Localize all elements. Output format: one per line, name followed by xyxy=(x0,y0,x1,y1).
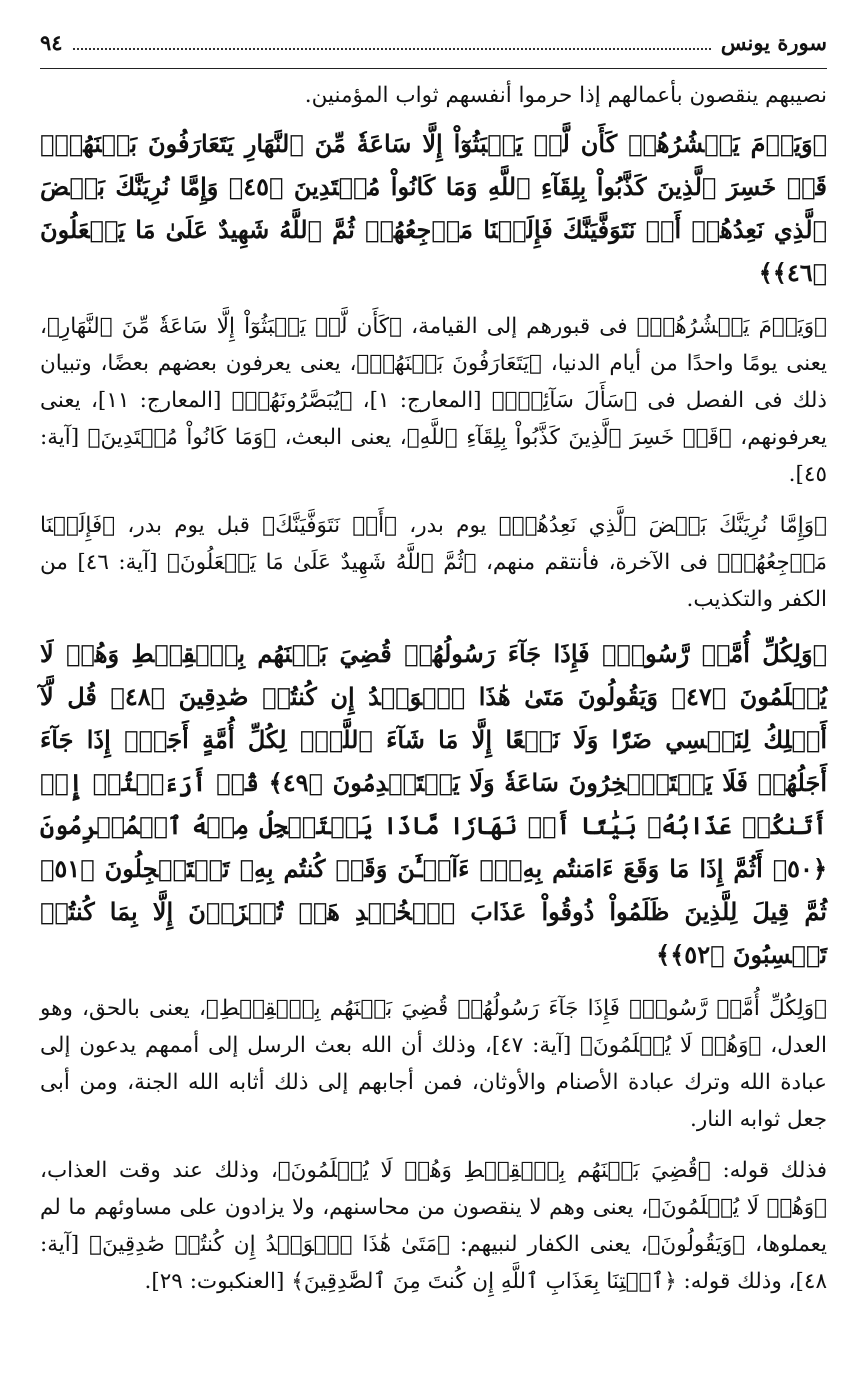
commentary-paragraph-46: ﴿وَإِمَّا نُرِيَنَّكَ بَعۡضَ ٱلَّذِي نَعِدُهُمۡ﴾ يوم بدر، ﴿أَوۡ نَتَوَفَّيَنَّكَ﴾ قبل يوم بدر، ﴿فَإِلَيۡنَا مَرۡجِعُهُمۡ﴾ فى الآخرة، فأنتقم منهم، ﴿ثُمَّ ٱللَّهُ شَهِيدٌ عَلَىٰ مَا يَفۡعَلُونَ﴾ [آية: ٤٦] من الكفر والتكذيب. xyxy=(40,513,828,612)
commentary-paragraph-47: ﴿وَلِكُلِّ أُمَّةٖ رَّسُولٞۖ فَإِذَا جَآءَ رَسُولُهُمۡ قُضِيَ بَيۡنَهُم بِٱلۡقِسۡطِ﴾، يعنى بالحق، وهو العدل، ﴿وَهُمۡ لَا يُظۡلَمُونَ﴾ [آية: ٤٧]، وذلك أن الله بعث الرسل إلى أممهم يدعون إلى عبادة الله وترك عبادة الأصنام والأوثان، فمن أجابهم إلى ذلك أثابه الله الجنة، ومن أبى جعل ثوابه النار. xyxy=(40,996,827,1132)
commentary-paragraph-intro: نصيبهم ينقصون بأعمالهم إذا حرموا أنفسهم ثواب المؤمنين. xyxy=(304,83,827,108)
surah-name: سورة يونس xyxy=(720,30,827,55)
header-dot-leader xyxy=(73,36,711,50)
running-header xyxy=(40,30,827,69)
commentary-paragraph-48: فذلك قوله: ﴿قُضِيَ بَيۡنَهُم بِٱلۡقِسۡطِ وَهُمۡ لَا يُظۡلَمُونَ﴾، وذلك عند وقت العذاب، ﴿وَهُمۡ لَا يُظۡلَمُونَ﴾، يعنى وهم لا ينقصون من محاسنهم، ولا يزادون على مساوئهم ما لم يعملوها، ﴿وَيَقُولُونَ﴾، يعنى الكفار لنبيهم: ﴿مَتَىٰ هَٰذَا ٱلۡوَعۡدُ إِن كُنتُمۡ صَٰدِقِينَ﴾ [آية: ٤٨]، وذلك قوله: ﴿ٱئۡتِنَا بِعَذَابِ ٱللَّهِ إِن كُنتَ مِنَ ٱلصَّٰدِقِينَ﴾ [العنكبوت: ٢٩]. xyxy=(40,1158,827,1294)
quran-verses-45-46: ﴿وَيَوۡمَ يَحۡشُرُهُمۡ كَأَن لَّمۡ يَلۡبَثُوٓاْ إِلَّا سَاعَةٗ مِّنَ ٱلنَّهَارِ يَتَعَارَفُونَ بَيۡنَهُمۡۚ قَدۡ خَسِرَ ٱلَّذِينَ كَذَّبُواْ بِلِقَآءِ ٱللَّهِ وَمَا كَانُواْ مُهۡتَدِينَ ﴿٤٥﴾ وَإِمَّا نُرِيَنَّكَ بَعۡضَ ٱلَّذِي نَعِدُهُمۡ أَوۡ نَتَوَفَّيَنَّكَ فَإِلَيۡنَا مَرۡجِعُهُمۡ ثُمَّ ٱللَّهُ شَهِيدٌ عَلَىٰ مَا يَفۡعَلُونَ ﴿٤٦﴾﴾ xyxy=(40,129,827,287)
page-number: ٩٤ xyxy=(40,30,63,55)
quran-verses-47-52: ﴿وَلِكُلِّ أُمَّةٖ رَّسُولٞۖ فَإِذَا جَآءَ رَسُولُهُمۡ قُضِيَ بَيۡنَهُم بِٱلۡقِسۡطِ وَهُمۡ لَا يُظۡلَمُونَ ﴿٤٧﴾ وَيَقُولُونَ مَتَىٰ هَٰذَا ٱلۡوَعۡدُ إِن كُنتُمۡ صَٰدِقِينَ ﴿٤٨﴾ قُل لَّآ أَمۡلِكُ لِنَفۡسِي ضَرّٗا وَلَا نَفۡعًا إِلَّا مَا شَآءَ ٱللَّهُۗ لِكُلِّ أُمَّةٍ أَجَلٌۚ إِذَا جَآءَ أَجَلُهُمۡ فَلَا يَسۡتَـٔۡخِرُونَ سَاعَةٗ وَلَا يَسۡتَقۡدِمُونَ ﴿٤٩﴾ قُلۡ أَرَءَيۡتُمۡ إِنۡ أَتَىٰكُمۡ عَذَابُهُۥ بَيَٰتًا أَوۡ نَهَارٗا مَّاذَا يَسۡتَعۡجِلُ مِنۡهُ ٱلۡمُجۡرِمُونَ ﴿٥٠﴾ أَثُمَّ إِذَا مَا وَقَعَ ءَامَنتُم بِهِۦٓۚ ءَآلۡـَٰٔنَ وَقَدۡ كُنتُم بِهِۦ تَسۡتَعۡجِلُونَ ﴿٥١﴾ ثُمَّ قِيلَ لِلَّذِينَ ظَلَمُواْ ذُوقُواْ عَذَابَ ٱلۡخُلۡدِ هَلۡ تُجۡزَوۡنَ إِلَّا بِمَا كُنتُمۡ تَكۡسِبُونَ ﴿٥٢﴾﴾ xyxy=(40,639,828,969)
commentary-paragraph-45: ﴿وَيَوۡمَ يَحۡشُرُهُمۡ﴾ فى قبورهم إلى القيامة، ﴿كَأَن لَّمۡ يَلۡبَثُوٓاْ إِلَّا سَاعَةٗ مِّنَ ٱلنَّهَارِ﴾، يعنى يومًا واحدًا من أيام الدنيا، ﴿يَتَعَارَفُونَ بَيۡنَهُمۡ﴾، يعنى يعرفون بعضهم بعضًا، وتبيان ذلك فى الفصل فى ﴿سَأَلَ سَآئِلُۢ﴾ [المعارج: ١]، ﴿يُبَصَّرُونَهُمۡ﴾ [المعارج: ١١]، يعنى يعرفونهم، ﴿قَدۡ خَسِرَ ٱلَّذِينَ كَذَّبُواْ بِلِقَآءِ ٱللَّهِ﴾، يعنى البعث، ﴿وَمَا كَانُواْ مُهۡتَدِينَ﴾ [آية: ٤٥]. xyxy=(40,314,828,487)
